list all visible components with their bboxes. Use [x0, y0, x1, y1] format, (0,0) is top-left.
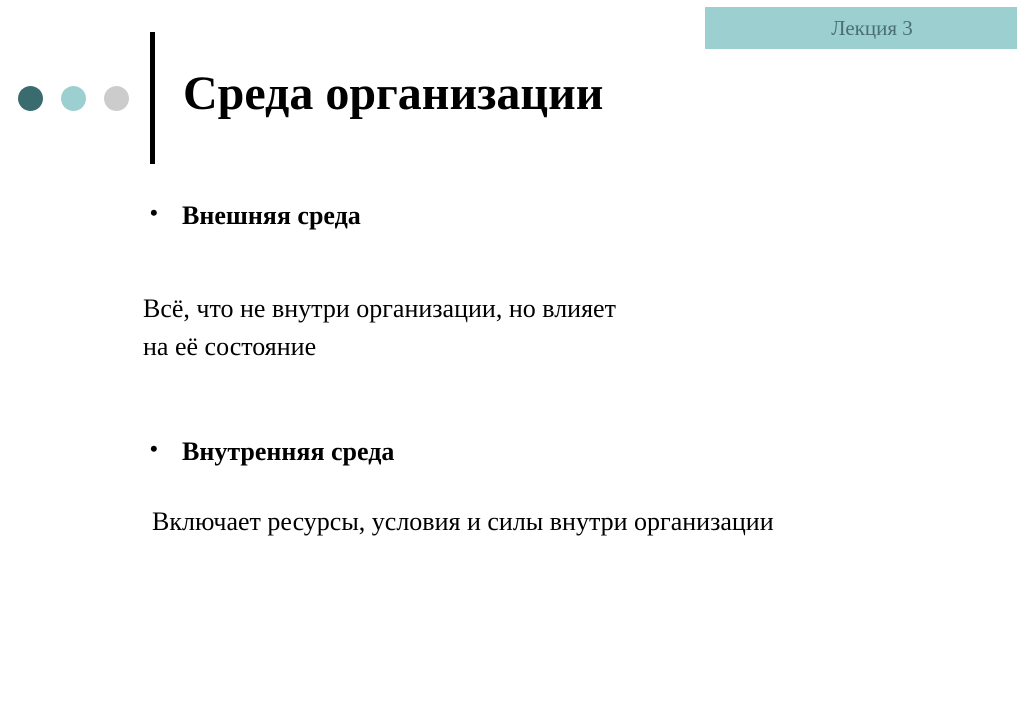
internal-description: Включает ресурсы, условия и силы внутри организации	[152, 507, 774, 536]
bullet-external-environment	[150, 196, 361, 233]
lecture-badge	[705, 7, 1017, 49]
lecture-label: Лекция 3	[831, 16, 913, 40]
bullet-internal-heading: Внутренняя среда	[182, 437, 395, 466]
decorative-dot-dark	[18, 86, 43, 111]
external-description-line-1: Всё, что не внутри организации, но влияет	[143, 294, 616, 323]
title-divider	[150, 32, 155, 164]
bullet-icon: •	[150, 436, 158, 461]
decorative-dot-teal	[61, 86, 86, 111]
decorative-dot-gray	[104, 86, 129, 111]
bullet-icon: •	[150, 200, 158, 225]
page-title: Среда организации	[183, 67, 604, 120]
external-description	[143, 290, 616, 366]
bullet-external-heading: Внешняя среда	[182, 201, 361, 230]
external-description-line-2: на её состояние	[143, 332, 317, 361]
bullet-internal-environment	[150, 432, 394, 469]
